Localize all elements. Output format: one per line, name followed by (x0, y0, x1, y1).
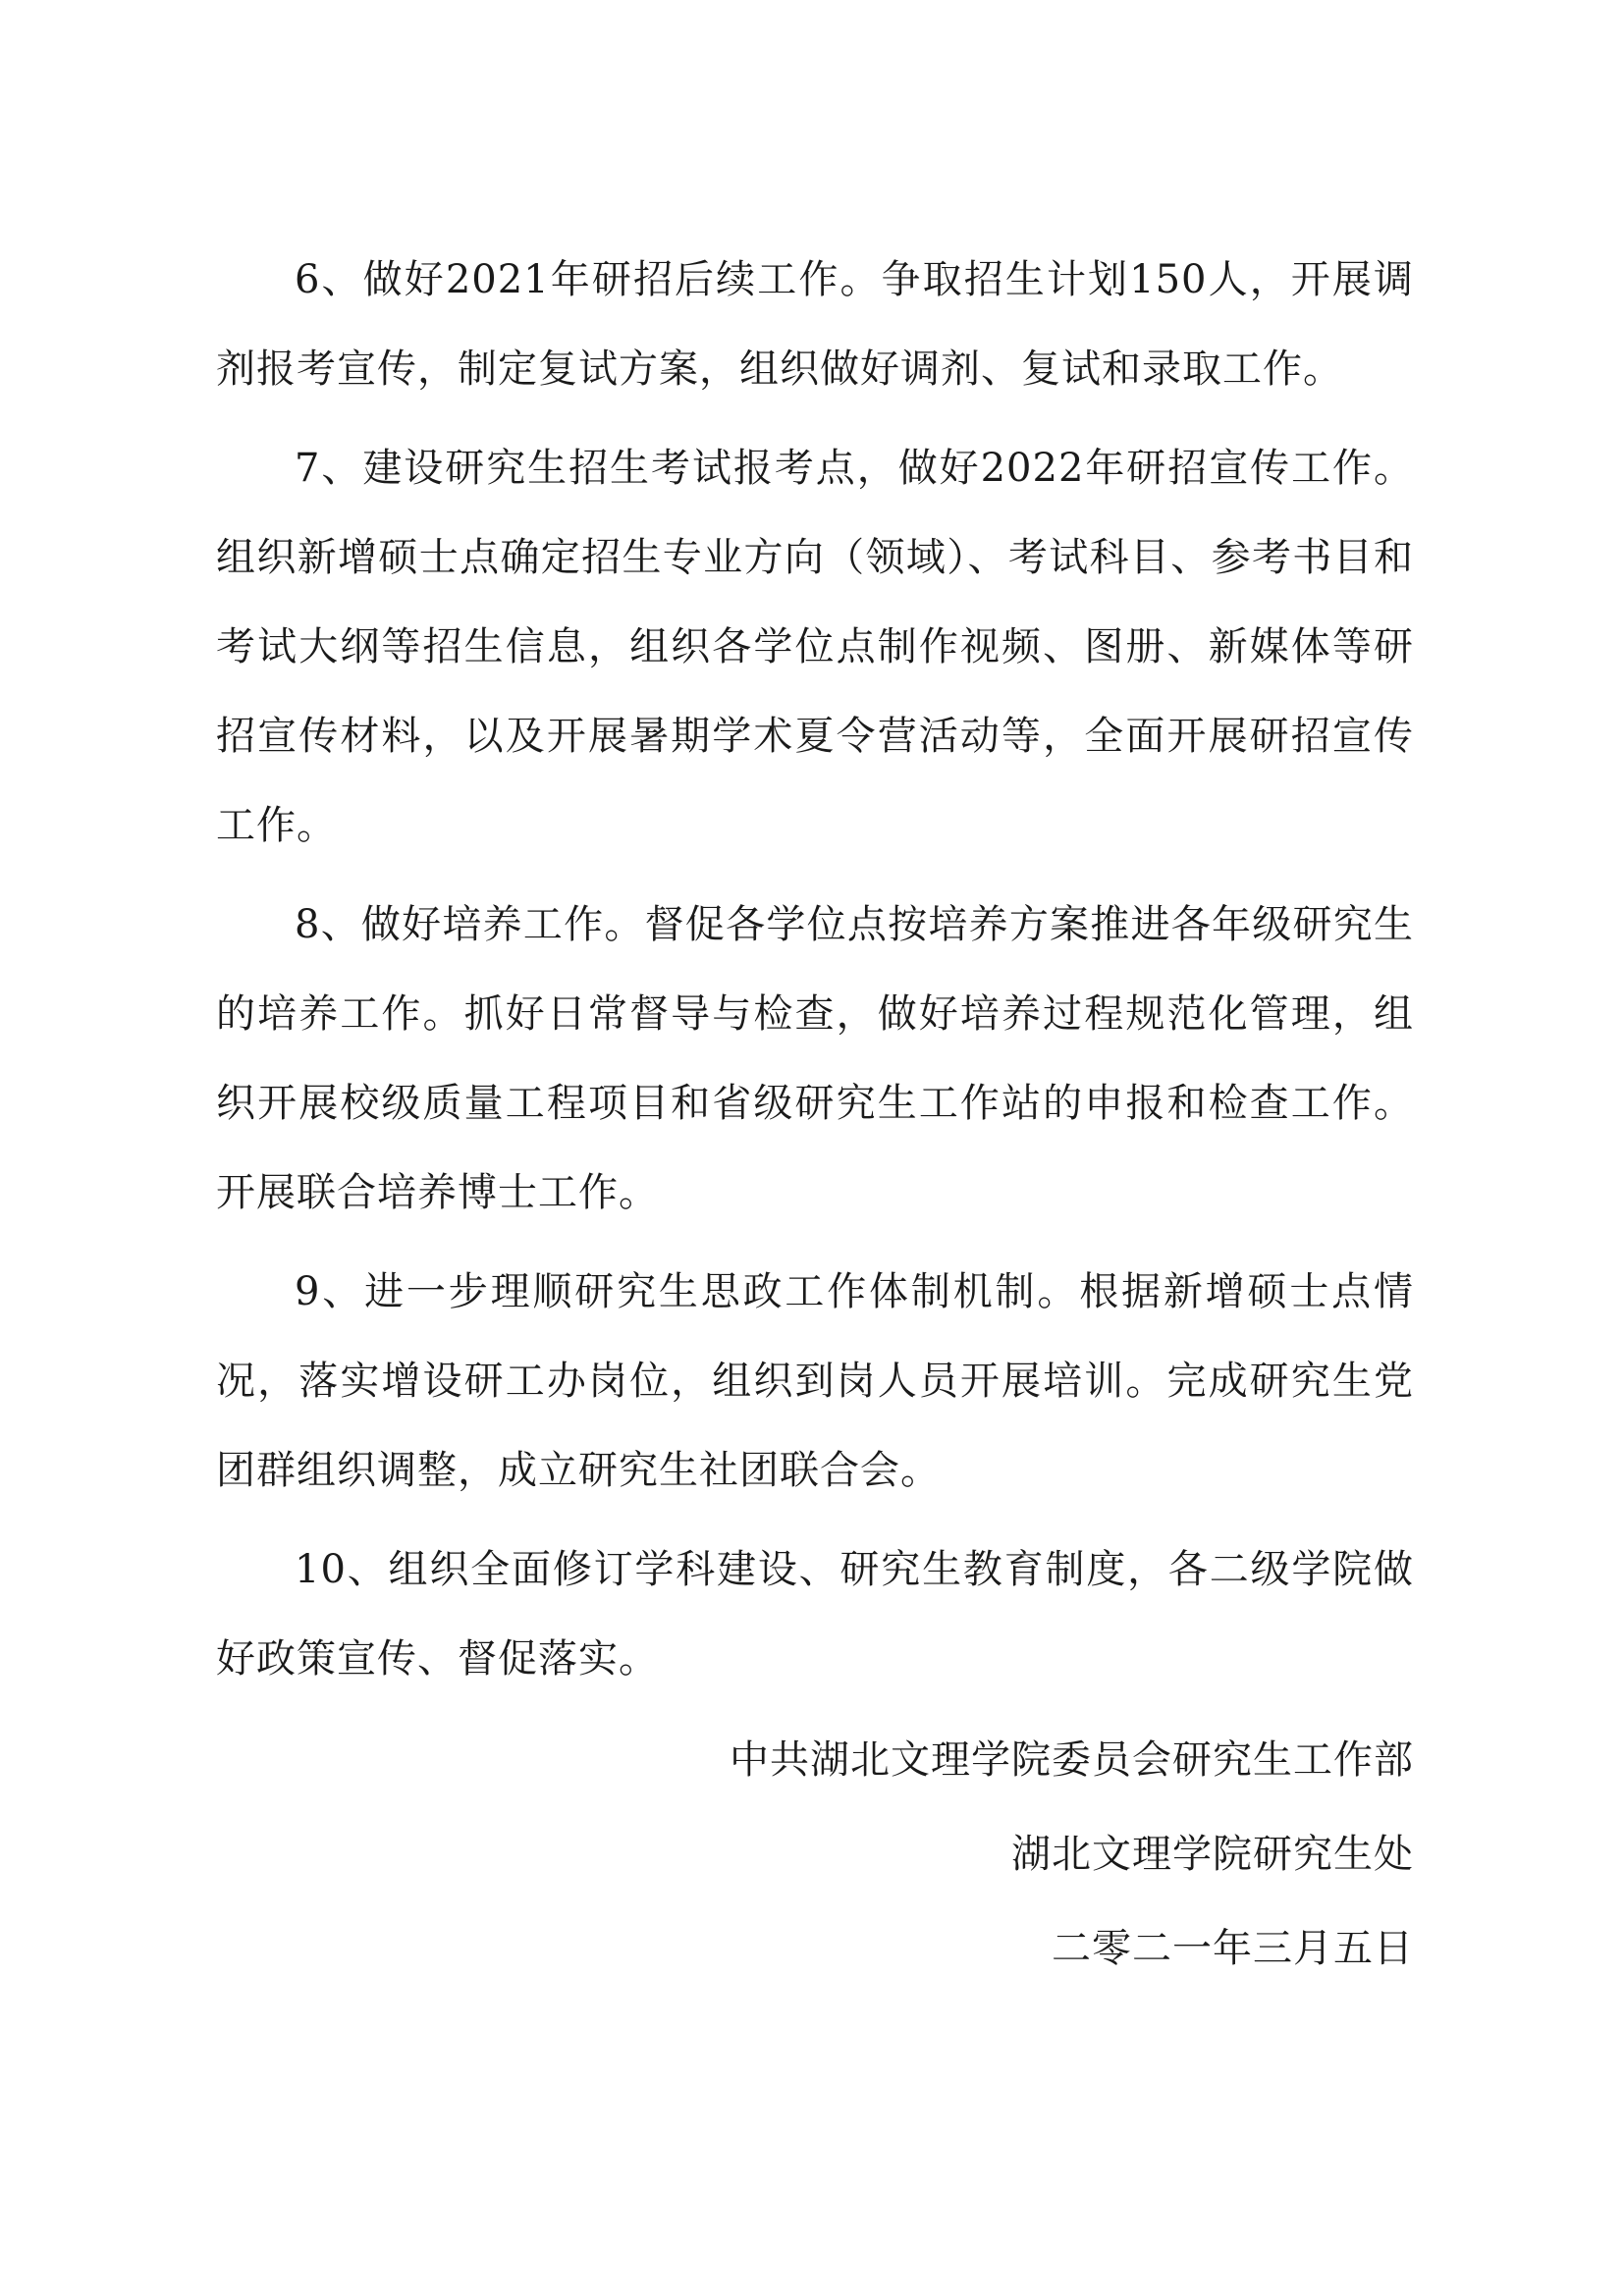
paragraph-item-6: 6、做好2021年研招后续工作。争取招生计划150人，开展调剂报考宣传，制定复试方案，组织做好调剂、复试和录取工作。 (216, 257, 1414, 392)
paragraph-item-10: 10、组织全面修订学科建设、研究生教育制度，各二级学院做好政策宣传、督促落实。 (216, 1547, 1414, 1682)
document-body (216, 236, 1414, 1714)
paragraph-item-9: 9、进一步理顺研究生思政工作体制机制。根据新增硕士点情况，落实增设研工办岗位，组织到岗人员开展培训。完成研究生党团群组织调整，成立研究生社团联合会。 (216, 1269, 1414, 1493)
signature-org-office: 湖北文理学院研究生处 (1011, 1832, 1414, 1877)
signature-block (730, 1713, 1414, 1996)
paragraph-item-8: 8、做好培养工作。督促各学位点按培养方案推进各年级研究生的培养工作。抓好日常督导与检查，做好培养过程规范化管理，组织开展校级质量工程项目和省级研究生工作站的申报和检查工作。开展联合培养博士工作。 (216, 902, 1414, 1215)
paragraph-item-7: 7、建设研究生招生考试报考点，做好2022年研招宣传工作。组织新增硕士点确定招生专业方向（领域）、考试科目、参考书目和考试大纲等招生信息，组织各学位点制作视频、图册、新媒体等研招宣传材料，以及开展暑期学术夏令营活动等，全面开展研招宣传工作。 (216, 446, 1414, 848)
signature-date: 二零二一年三月五日 (1052, 1926, 1414, 1971)
signature-org-party: 中共湖北文理学院委员会研究生工作部 (730, 1737, 1414, 1783)
